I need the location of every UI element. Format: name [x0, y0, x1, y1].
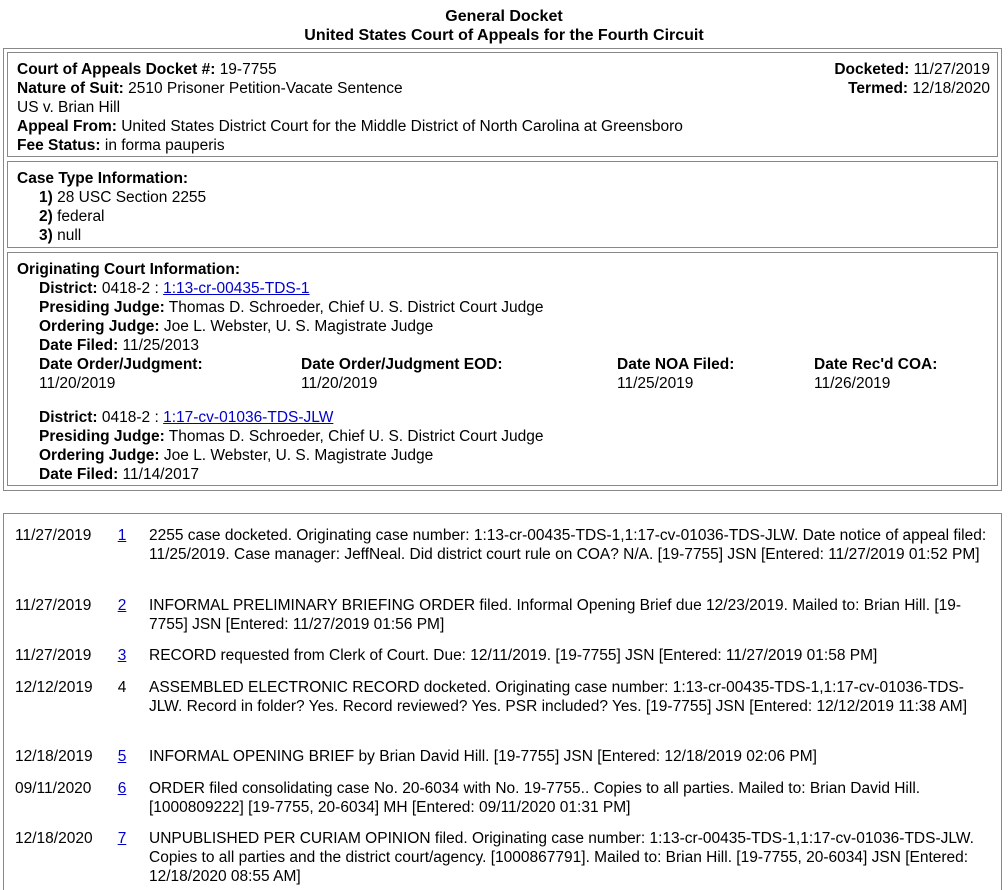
termed-label: Termed:	[848, 80, 909, 97]
case-type-heading: Case Type Information:	[17, 170, 189, 187]
case-info-panel	[3, 48, 1002, 491]
entry-text: RECORD requested from Clerk of Court. Due: 12/11/2019. [19-7755] JSN [Entered: 11/27/2019 01:58 PM]	[149, 647, 878, 664]
page-title: General Docket	[445, 8, 563, 25]
docket-number: 19-7755	[219, 61, 277, 78]
originating-court-heading: Originating Court Information:	[17, 261, 241, 278]
appeal-from: United States District Court for the Middle District of North Carolina at Greensboro	[121, 118, 683, 135]
case-type-item: 3) null	[39, 227, 82, 244]
judgment-dates-row	[17, 355, 997, 393]
entry-date: 12/18/2020	[15, 830, 93, 847]
entry-date: 11/27/2019	[15, 527, 92, 544]
district-case-link[interactable]: 1:13-cr-00435-TDS-1	[163, 280, 310, 297]
case-type-item: 1) 28 USC Section 2255	[39, 189, 207, 206]
entry-date: 12/12/2019	[15, 679, 93, 696]
docketed-date: 11/27/2019	[913, 61, 990, 78]
entry-number-link[interactable]: 7	[117, 830, 127, 847]
nature-of-suit-label: Nature of Suit:	[17, 80, 124, 97]
district-row: District: 0418-2 : 1:17-cv-01036-TDS-JLW	[39, 409, 334, 426]
date-noa-filed: Date NOA Filed: 11/25/2019	[617, 356, 735, 392]
entry-number-link[interactable]: 2	[117, 597, 127, 614]
date-filed-row: Date Filed: 11/14/2017	[39, 466, 199, 483]
date-order-judgment-eod: Date Order/Judgment EOD: 11/20/2019	[301, 356, 503, 392]
presiding-judge-row: Presiding Judge: Thomas D. Schroeder, Chief U. S. District Court Judge	[39, 428, 544, 445]
entry-text: ASSEMBLED ELECTRONIC RECORD docketed. Originating case number: 1:13-cr-00435-TDS-1,1:17-cv-01036-TDS-JLW. Record in folder? Yes. Record reviewed? Yes. PSR included? Yes. [19-7755] JSN [Entered: 12/12/2019 11:38 AM]	[149, 679, 968, 715]
entry-date: 11/27/2019	[15, 647, 92, 664]
docket-header	[0, 0, 1008, 45]
date-order-judgment: Date Order/Judgment: 11/20/2019	[39, 356, 203, 392]
entry-date: 12/18/2019	[15, 748, 93, 765]
entry-number-link[interactable]: 3	[117, 647, 127, 664]
termed-date: 12/18/2020	[912, 80, 990, 97]
originating-court-box	[7, 252, 998, 486]
ordering-judge-row: Ordering Judge: Joe L. Webster, U. S. Magistrate Judge	[39, 318, 434, 335]
nature-of-suit: 2510 Prisoner Petition-Vacate Sentence	[128, 80, 403, 97]
entry-text: INFORMAL PRELIMINARY BRIEFING ORDER filed. Informal Opening Brief due 12/23/2019. Mailed to: Brian Hill. [19-7755] JSN [Entered: 11/27/2019 01:56 PM]	[149, 597, 962, 633]
district-row: District: 0418-2 : 1:13-cr-00435-TDS-1	[39, 280, 310, 297]
docketed-label: Docketed:	[834, 61, 910, 78]
entry-text: ORDER filed consolidating case No. 20-6034 with No. 19-7755.. Copies to all parties. Mailed to: Brian David Hill. [1000809222] [19-7755, 20-6034] MH [Entered: 09/11/2020 01:31 PM]	[149, 780, 921, 816]
entry-number-link[interactable]: 5	[117, 748, 127, 765]
entry-text: INFORMAL OPENING BRIEF by Brian David Hill. [19-7755] JSN [Entered: 12/18/2019 02:06 PM]	[149, 748, 817, 765]
presiding-judge-row: Presiding Judge: Thomas D. Schroeder, Chief U. S. District Court Judge	[39, 299, 544, 316]
docket-entries-table	[3, 513, 1002, 890]
date-filed-row: Date Filed: 11/25/2013	[39, 337, 199, 354]
entry-date: 09/11/2020	[15, 780, 92, 797]
docket-number-label: Court of Appeals Docket #:	[17, 61, 216, 78]
entry-text: UNPUBLISHED PER CURIAM OPINION filed. Originating case number: 1:13-cr-00435-TDS-1,1:17-cv-01036-TDS-JLW. Copies to all parties and the district court/agency. [1000867791]. Mailed to: Brian Hill. [19-7755, 20-6034] JSN [Entered: 12/18/2020 08:55 AM]	[149, 830, 974, 885]
ordering-judge-row: Ordering Judge: Joe L. Webster, U. S. Magistrate Judge	[39, 447, 434, 464]
case-type-box	[7, 161, 998, 248]
court-name: United States Court of Appeals for the Fourth Circuit	[304, 27, 704, 44]
entry-number-link[interactable]: 1	[117, 527, 127, 544]
fee-status: in forma pauperis	[104, 137, 225, 154]
entry-number: 4	[117, 679, 127, 696]
appeal-from-label: Appeal From:	[17, 118, 117, 135]
entry-date: 11/27/2019	[15, 597, 92, 614]
case-summary-box	[7, 52, 998, 157]
case-type-item: 2) federal	[39, 208, 105, 225]
district-case-link[interactable]: 1:17-cv-01036-TDS-JLW	[163, 409, 334, 426]
case-caption: US v. Brian Hill	[17, 99, 121, 116]
fee-status-label: Fee Status:	[17, 137, 101, 154]
entry-text: 2255 case docketed. Originating case number: 1:13-cr-00435-TDS-1,1:17-cv-01036-TDS-JLW. Date notice of appeal filed: 11/25/2019. Case manager: JeffNeal. Did district court rule on COA? N/A. [19-7755] JSN [Entered: 11/27/2019 01:52 PM]	[149, 527, 987, 563]
case-dates	[834, 60, 990, 98]
date-recd-coa: Date Rec'd COA: 11/26/2019	[814, 356, 938, 392]
entry-number-link[interactable]: 6	[117, 780, 127, 797]
